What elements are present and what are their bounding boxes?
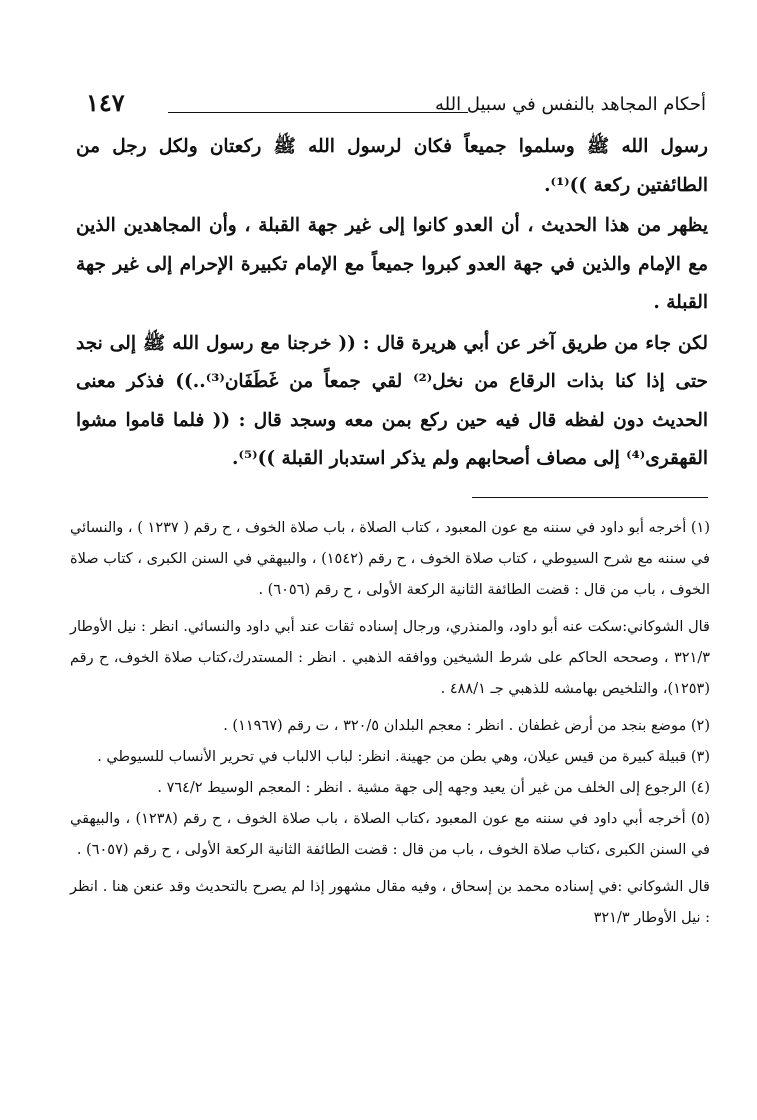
paragraph: لكن جاء من طريق آخر عن أبي هريرة قال : (( خرجنا مع رسول الله ﷺ إلى نجد حتى إذا كنا بذات الرقاع من نخل⁽²⁾ لقي جمعاً من غَطَفَان⁽³⁾..)) فذكر معنى الحديث دون لفظه قال فيه حين ركع بمن معه وسجد قال : (( فلما قاموا مشوا القهقرى⁽⁴⁾ إلى مصاف أصحابهم ولم يذكر استدبار القبلة ))⁽⁵⁾. (76, 332, 708, 469)
header-rule (168, 112, 468, 113)
page-number: ١٤٧ (86, 88, 125, 117)
footnote-5: (٥) أخرجه أبي داود في سننه مع عون المعبود ،كتاب الصلاة ، باب صلاة الخوف ، ح رقم (١٢٣٨) ، والبيهقي في السنن الكبرى ،كتاب صلاة الخوف ، باب من قال : قضت الطائفة الثانية الركعة الأولى ، ح رقم (٦٠٥٧) . (70, 811, 711, 858)
footnote-2: (٢) موضع بنجد من أرض غطفان . انظر : معجم البلدان ٣٢٠/٥ ، ت رقم (١١٩٦٧) . (223, 718, 710, 734)
running-header (86, 88, 706, 124)
footnote-4: (٤) الرجوع إلى الخلف من غير أن يعيد وجهه إلى جهة مشية . انظر : المعجم الوسيط ٧٦٤/٢ . (157, 780, 710, 796)
footnote-5-note: قال الشوكاني :في إسناده محمد بن إسحاق ، وفيه مقال مشهور إذا لم يصرح بالتحديث وقد عنعن هنا . انظر : نيل الأوطار ٣٢١/٣ (70, 879, 710, 926)
paragraph: يظهر من هذا الحديث ، أن العدو كانوا إلى غير جهة القبلة ، وأن المجاهدين الذين مع الإمام والذين في جهة العدو كبروا جميعاً مع الإمام تكبيرة الإحرام إلى غير جهة القبلة . (76, 215, 708, 313)
header-title: أحكام المجاهد بالنفس في سبيل الله (435, 94, 706, 115)
footnote-separator (472, 497, 708, 498)
paragraph: رسول الله ﷺ وسلموا جميعاً فكان لرسول الله ﷺ ركعتان ولكل رجل من الطائفتين ركعة ))⁽¹⁾. (76, 136, 708, 196)
footnote-1: (١) أخرجه أبو داود في سننه مع عون المعبود ، كتاب الصلاة ، باب صلاة الخوف ، ح رقم ( ١٢٣٧ ) ، والنسائي في سننه مع شرح السيوطي ، كتاب صلاة الخوف ، ح رقم (١٥٤٢) ، والبيهقي في السنن الكبرى ، كتاب صلاة الخوف ، باب من قال : قضت الطائفة الثانية الركعة الأولى ، ح رقم (٦٠٥٦) . (70, 520, 710, 598)
main-text (76, 128, 708, 479)
footnote-3: (٣) قبيلة كبيرة من قيس عيلان، وهي بطن من جهينة. انظر: لباب الالباب في تحرير الأنساب للسيوطي . (97, 749, 710, 765)
footnotes (70, 513, 710, 934)
footnote-1-note: قال الشوكاني:سكت عنه أبو داود، والمنذري، ورجال إسناده ثقات عند أبي داود والنسائي. انظر : نيل الأوطار ٣٢١/٣ ، وصححه الحاكم على شرط الشيخين ووافقه الذهبي . انظر : المستدرك،كتاب صلاة الخوف، ح رقم (١٢٥٣)، والتلخيص بهامشه للذهبي جـ ٤٨٨/١ . (70, 619, 710, 697)
